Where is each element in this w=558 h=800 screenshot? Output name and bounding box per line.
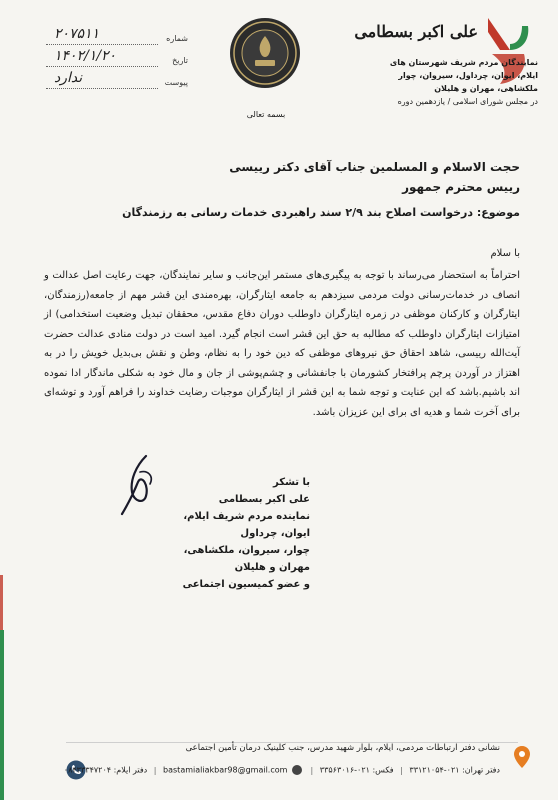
number-line: [46, 44, 158, 45]
org-description: [338, 56, 538, 108]
ilam-label: دفتر ایلام:: [113, 765, 148, 775]
handwritten-signature: [116, 452, 164, 520]
org-line-2: ایلام، ایوان، چرداول، سیروان، چوار: [398, 71, 538, 80]
besmellah-text: بسمه تعالی: [246, 110, 286, 119]
org-line-1: نمایندگان مردم شریف شهرستان های: [389, 58, 538, 67]
signature-block: [160, 474, 310, 593]
attachment-value: ندارد: [54, 70, 83, 86]
email-link[interactable]: bastamialiakbar98@gmail.com: [163, 765, 288, 775]
org-line-3: ملکشاهی، مهران و هلیلان: [434, 84, 538, 93]
signature-title-3: و عضو کمیسیون اجتماعی: [182, 579, 310, 590]
signature-title-1: نماینده مردم شریف ایلام، ایوان، چرداول: [183, 511, 310, 539]
tehran-label: دفتر تهران:: [462, 765, 500, 775]
fax-value: ۰۲۱-۳۳۵۶۳۰۱۶: [319, 765, 370, 775]
addressee-name: حجت الاسلام و المسلمین جناب آقای دکتر رییسی: [229, 160, 520, 174]
attachment-label: پیوست: [164, 78, 188, 87]
footer-address: نشانی دفتر ارتباطات مردمی، ایلام، بلوار شهید مدرس، جنب کلینیک درمان تأمین اجتماعی: [185, 743, 500, 753]
separator: |: [400, 765, 403, 775]
signature-thanks: با تشکر: [273, 477, 310, 488]
left-green-stripe: [0, 630, 4, 800]
meta-attachment-row: [18, 70, 198, 96]
addressee-title: رییس محترم جمهور: [402, 180, 520, 194]
date-label: تاریخ: [172, 56, 188, 65]
number-value: ۲۰۷۵۱۱: [54, 26, 100, 42]
ilam-phone: ۰۸۴۳۳۳۴۷۲۰۴: [63, 765, 112, 775]
attachment-line: [46, 88, 158, 89]
meta-date-row: [18, 48, 198, 74]
org-line-4: در مجلس شورای اسلامی / یازدهمین دوره: [397, 97, 538, 106]
separator: |: [310, 765, 314, 775]
fax-label: فکس:: [372, 765, 394, 775]
org-name: علی اکبر بسطامی: [354, 22, 478, 41]
letter-body: احتراماً به استحضار می‌رساند با توجه به پیگیری‌های مستمر این‌جانب و سایر نمایندگان، جهت رعایت اصل عدالت و انصاف در خدمات‌رسانی دولت مردمی سیزدهم به جامعه ایثارگران، بهره‌مندی این قشر مهم از جامعه(رزمندگان، ایثارگران و کارکنان موظفی در زمره ایثارگران داوطلب دوران دفاع مقدس، محققان تبدیل وضعیت استخدامی) از امتیازات ایثارگران داوطلب که مطالبه به حق این قشر است انجام گیرد. امید است در دولت منادی عدالت حضرت آیت‌الله رییسی، شاهد احقاق حق نیروهای موظفی که دین خود را به نظام، وطن و نقش بی‌بدیل خویش را در به اهتزاز در آوردن پرچم پرافتخار کشورمان با جانفشانی و چشم‌پوشی از جان و مال خود به شکلی ماندگار ادا نموده اند باشیم.باشد که این عنایت و توجه شما به این قشر از ایثارگران موجبات رضایت خداوند را فراهم آورد و توشه‌ای برای آخرت شما و هدیه ای برای این عزیزان باشد.: [44, 270, 520, 418]
signature-title-2: چوار، سیروان، ملکشاهی، مهران و هلیلان: [183, 545, 310, 573]
date-value: ۱۴۰۲/۱/۲۰: [54, 48, 117, 64]
email-icon: [292, 765, 302, 775]
tehran-phone: ۰۲۱-۳۳۱۲۱۰۵۴: [409, 765, 460, 775]
separator: |: [153, 765, 157, 775]
greeting: با سلام: [490, 248, 520, 259]
parliament-seal: [228, 16, 302, 90]
subject-line: موضوع: درخواست اصلاح بند ۲/۹ سند راهبردی خدمات رسانی به رزمندگان: [122, 206, 520, 219]
footer-contacts: [30, 765, 500, 775]
letter-meta: [18, 26, 198, 96]
number-label: شماره: [166, 34, 188, 43]
signature-name: علی اکبر بسطامی: [218, 494, 310, 505]
date-line: [46, 66, 158, 67]
left-red-stripe: [0, 575, 3, 635]
location-pin-icon: [512, 745, 532, 769]
